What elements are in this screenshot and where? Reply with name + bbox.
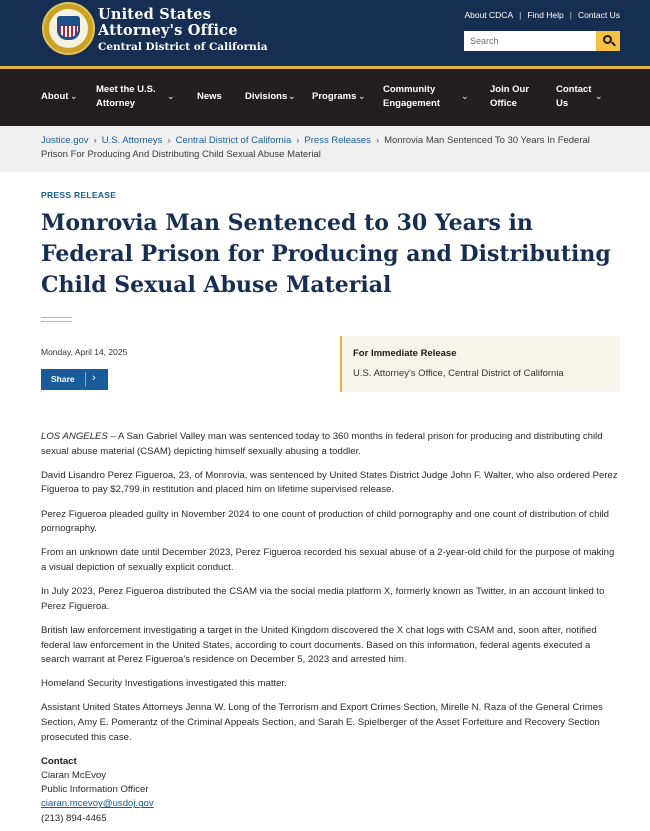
search-input[interactable] [464, 31, 596, 51]
release-title: For Immediate Release [353, 348, 457, 359]
contact-us-link[interactable]: Contact Us [577, 10, 620, 20]
share-button[interactable] [41, 369, 108, 390]
search-button[interactable] [596, 31, 620, 51]
util-divider: | [569, 10, 572, 20]
office-name-line2: Attorney's Office [98, 22, 238, 39]
find-help-link[interactable]: Find Help [527, 10, 564, 20]
breadcrumb-justice-gov[interactable]: Justice.gov [41, 135, 89, 146]
main-nav [0, 66, 650, 126]
paragraph: In July 2023, Perez Figueroa distributed the CSAM via the social media platform X, formerly known as Twitter, in an account linked to Perez Figueroa. [41, 586, 605, 612]
share-divider [85, 372, 86, 387]
paragraph: David Lisandro Perez Figueroa, 23, of Monrovia, was sentenced by United States District Judge John F. Walter, who also ordered Perez Figueroa to pay $2,799 in restitution and placed him on lifetime supervised release. [41, 469, 618, 496]
breadcrumb-current: Monrovia Man Sentenced To 30 Years In Federal Prison For Producing And Distributing Child Sexual Abuse Material [41, 135, 590, 160]
nav-news[interactable]: News [197, 91, 222, 102]
article-body [41, 430, 621, 826]
contact-email-link[interactable]: ciaran.mcevoy@usdoj.gov [41, 798, 154, 810]
doj-seal-logo[interactable] [42, 2, 95, 55]
contact-name: Ciaran McEvoy [41, 770, 107, 782]
chevron-right-icon: › [93, 135, 97, 146]
nav-programs[interactable]: Programs [312, 91, 357, 102]
seal-inner [49, 9, 88, 48]
chevron-down-icon: ⌄ [70, 91, 78, 101]
site-header [0, 0, 650, 66]
breadcrumb-press-releases[interactable]: Press Releases [304, 135, 371, 146]
contact-phone: (213) 894-4465 [41, 812, 107, 824]
search-icon-handle [611, 42, 616, 47]
paragraph: Homeland Security Investigations investigated this matter. [41, 678, 287, 690]
chevron-right-icon: › [167, 135, 171, 146]
office-district: Central District of California [98, 41, 268, 53]
search-form [464, 31, 620, 51]
contact-block [41, 755, 621, 826]
chevron-down-icon: ⌄ [288, 91, 296, 101]
chevron-down-icon: ⌄ [461, 91, 469, 101]
title-divider [41, 317, 72, 322]
util-divider: | [519, 10, 522, 20]
breadcrumb-central-district[interactable]: Central District of California [175, 135, 292, 146]
chevron-down-icon: ⌄ [167, 91, 175, 101]
paragraph: Assistant United States Attorneys Jenna W. Long of the Terrorism and Export Crimes Section, Mirelle N. Raza of the General Crimes Section, Amy E. Pomerantz of the Criminal Appeals Section, and Sarah E. Spielberger of the Asset Forfeiture and Recovery Section prosecuted this case. [41, 702, 603, 743]
release-source: U.S. Attorney's Office, Central District of California [353, 368, 564, 379]
paragraph: From an unknown date until December 2023, Perez Figueroa recorded his sexual abuse of a 2-year-old child for the purpose of making a visual depiction of sexually explicit conduct. [41, 547, 615, 573]
page-title: Monrovia Man Sentenced to 30 Years in Federal Prison for Producing and Distributing Child Sexual Abuse Material [41, 210, 611, 298]
contact-title: Public Information Officer [41, 784, 149, 796]
nav-contact-us[interactable]: Contact Us [556, 84, 592, 109]
nav-meet-us-attorney[interactable]: Meet the U.S. Attorney [96, 84, 156, 109]
paragraph: British law enforcement investigating a target in the United Kingdom discovered the X chat logs with CSAM and, soon after, notified federal law enforcement in the United States, according to court documents. Based on this information, federal agents executed a search warrant at Perez Figueroa's residence on December 5, 2023 and arrested him. [41, 624, 597, 666]
paragraph: Perez Figueroa pleaded guilty in November 2024 to one count of production of child pornography and one count of distribution of child pornography. [41, 508, 609, 535]
chevron-right-icon: › [296, 135, 300, 146]
breadcrumb-us-attorneys[interactable]: U.S. Attorneys [101, 135, 163, 146]
contact-heading: Contact [41, 755, 77, 767]
chevron-down-icon: ⌄ [358, 91, 366, 101]
chevron-down-icon: ⌄ [595, 91, 603, 101]
about-cdca-link[interactable]: About CDCA [464, 10, 514, 20]
nav-about[interactable]: About [41, 91, 69, 102]
office-name-line1: United States [98, 6, 212, 23]
share-label: Share [51, 374, 75, 384]
paragraph [41, 430, 621, 459]
chevron-right-icon: › [92, 372, 96, 384]
nav-community-engagement[interactable]: Community Engagement [383, 84, 441, 109]
utility-links [464, 10, 620, 20]
press-release-label: PRESS RELEASE [41, 190, 117, 200]
chevron-right-icon: › [375, 135, 380, 146]
nav-divisions[interactable]: Divisions [245, 91, 288, 102]
dateline: LOS ANGELES [41, 431, 108, 442]
release-info-box [340, 336, 620, 392]
paragraph-text: – A San Gabriel Valley man was sentenced today to 360 months in federal prison for producing and distributing child sexual abuse material (CSAM) depicting himself sexually abusing a toddler. [41, 431, 603, 457]
nav-join-our-office[interactable]: Join Our Office [490, 84, 530, 109]
office-name[interactable] [98, 7, 268, 55]
breadcrumb [0, 126, 650, 172]
release-date: Monday, April 14, 2025 [41, 347, 128, 357]
